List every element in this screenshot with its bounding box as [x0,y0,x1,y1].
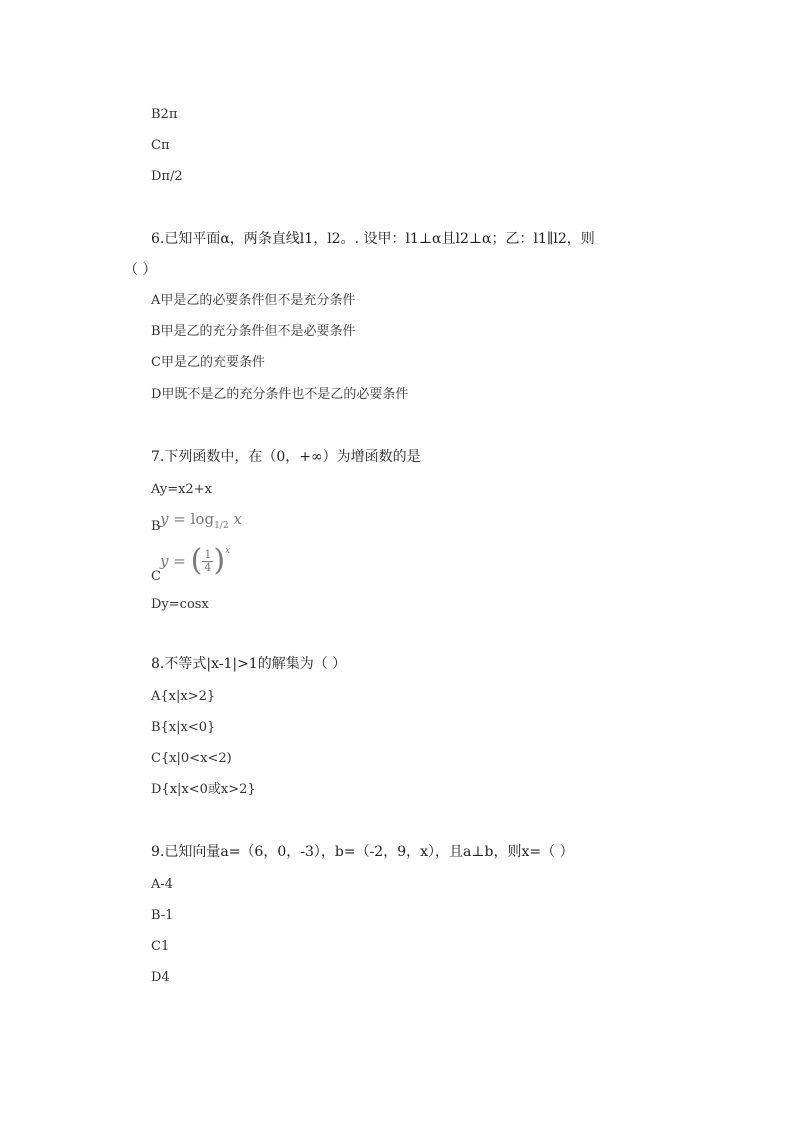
formula-c-num: 1 [204,547,212,561]
q8-option-c: C{x|0<x<2) [151,751,232,766]
q6-option-c: C甲是乙的充要条件 [151,355,265,370]
q8-option-a: A{x|x>2} [151,689,216,704]
q5-option-b: B2π [151,107,178,122]
q8-option-d: D{x|x<0或x>2} [151,782,256,797]
q6-option-b: B甲是乙的充分条件但不是必要条件 [151,324,356,339]
formula-b-base: 1/2 [214,521,229,531]
q7-option-a: Ay=x2+x [151,482,212,497]
formula-b-arg: x [233,510,242,528]
formula-b-lhs: y [160,510,169,528]
q9-stem: 9.已知向量a=（6，0，-3），b=（-2，9，x），且a⊥b，则x=（ ） [151,844,574,860]
q7-option-c-letter: C [151,569,161,584]
formula-c-eq: = [173,552,186,570]
formula-b-func: log [190,510,215,528]
q6-option-d: D甲既不是乙的充分条件也不是乙的必要条件 [151,387,409,402]
q6-option-a: A甲是乙的必要条件但不是充分条件 [151,293,356,308]
formula-c-exp: x [225,546,231,556]
formula-b-base-num: 1 [214,521,220,531]
q6-stem-continuation: （ ） [124,262,157,278]
q7-option-c-formula [160,543,231,578]
q8-option-b: B{x|x<0} [151,720,216,735]
q8-stem: 8.不等式|x-1|>1的解集为（ ） [151,656,347,672]
formula-c-den: 4 [204,560,212,574]
q9-option-d: D4 [151,970,170,985]
q5-option-d: Dπ/2 [151,169,183,184]
q7-stem: 7.下列函数中，在（0，+∞）为增函数的是 [151,449,421,465]
formula-c-left-paren: ( [190,543,203,578]
formula-b-base-den: 2 [222,521,229,531]
formula-b-eq: = [173,510,186,528]
q9-option-c: C1 [151,939,170,954]
q9-option-a: A-4 [151,877,174,892]
q7-option-d: Dy=cosx [151,597,209,612]
formula-c-fraction [202,549,213,574]
q7-option-b-letter: B [151,519,161,534]
q9-option-b: B-1 [151,908,174,923]
q5-option-c: Cπ [151,138,170,153]
formula-c-lhs: y [160,552,169,570]
q6-stem: 6.已知平面α，两条直线l1，l2。. 设甲：l1⊥α且l2⊥α；乙：l1∥l2，则 [151,231,595,247]
formula-c-right-paren: ) [213,543,226,578]
q7-option-b-formula [160,510,242,531]
